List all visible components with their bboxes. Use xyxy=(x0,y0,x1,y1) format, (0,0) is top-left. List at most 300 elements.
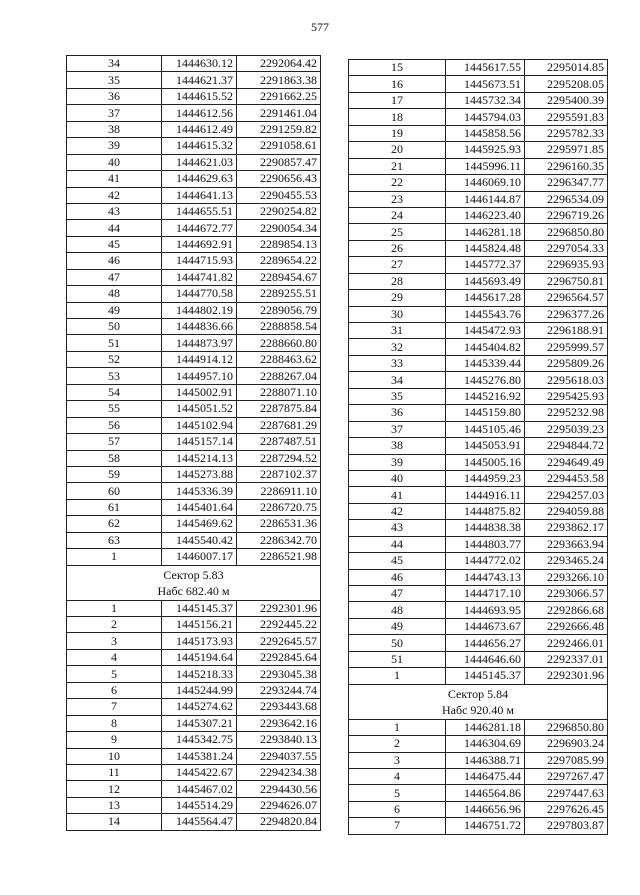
y-coordinate-cell: 2292337.01 xyxy=(525,651,608,667)
x-coordinate-cell: 1444656.27 xyxy=(446,635,525,651)
x-coordinate-cell: 1444741.82 xyxy=(162,269,237,285)
x-coordinate-cell: 1445145.37 xyxy=(446,668,525,684)
y-coordinate-cell: 2294257.03 xyxy=(525,487,608,503)
x-coordinate-cell: 1445996.11 xyxy=(446,158,525,174)
x-coordinate-cell: 1444693.95 xyxy=(446,602,525,618)
point-number-cell: 23 xyxy=(349,191,446,207)
y-coordinate-cell: 2296750.81 xyxy=(525,273,608,289)
point-number-cell: 40 xyxy=(67,154,162,170)
x-coordinate-cell: 1444672.77 xyxy=(162,220,237,236)
table-row xyxy=(67,171,321,187)
y-coordinate-cell: 2296347.77 xyxy=(525,175,608,191)
point-number-cell: 45 xyxy=(67,236,162,252)
table-row xyxy=(349,109,608,125)
y-coordinate-cell: 2296935.93 xyxy=(525,257,608,273)
y-coordinate-cell: 2286720.75 xyxy=(237,499,321,515)
x-coordinate-cell: 1444772.02 xyxy=(446,553,525,569)
y-coordinate-cell: 2295971.85 xyxy=(525,142,608,158)
x-coordinate-cell: 1446388.71 xyxy=(446,752,525,768)
y-coordinate-cell: 2289454.67 xyxy=(237,269,321,285)
point-number-cell: 32 xyxy=(349,339,446,355)
y-coordinate-cell: 2286911.10 xyxy=(237,483,321,499)
y-coordinate-cell: 2293443.68 xyxy=(237,699,321,715)
point-number-cell: 42 xyxy=(67,187,162,203)
point-number-cell: 17 xyxy=(349,92,446,108)
y-coordinate-cell: 2296377.26 xyxy=(525,306,608,322)
y-coordinate-cell: 2287487.51 xyxy=(237,434,321,450)
x-coordinate-cell: 1444641.13 xyxy=(162,187,237,203)
y-coordinate-cell: 2296160.35 xyxy=(525,158,608,174)
y-coordinate-cell: 2293244.74 xyxy=(237,682,321,698)
table-row xyxy=(349,224,608,240)
point-number-cell: 29 xyxy=(349,290,446,306)
x-coordinate-cell: 1444692.91 xyxy=(162,236,237,252)
table-row xyxy=(349,158,608,174)
point-number-cell: 50 xyxy=(349,635,446,651)
x-coordinate-cell: 1444836.66 xyxy=(162,319,237,335)
x-coordinate-cell: 1446069.10 xyxy=(446,175,525,191)
table-row xyxy=(67,797,321,813)
point-number-cell: 1 xyxy=(67,549,162,565)
table-row xyxy=(349,520,608,536)
table-row xyxy=(67,220,321,236)
y-coordinate-cell: 2295425.93 xyxy=(525,388,608,404)
point-number-cell: 42 xyxy=(349,503,446,519)
table-row xyxy=(349,372,608,388)
y-coordinate-cell: 2286531.36 xyxy=(237,516,321,532)
x-coordinate-cell: 1445145.37 xyxy=(162,600,237,616)
y-coordinate-cell: 2289255.51 xyxy=(237,286,321,302)
y-coordinate-cell: 2291662.25 xyxy=(237,88,321,104)
x-coordinate-cell: 1445617.55 xyxy=(446,60,525,76)
table-row xyxy=(67,682,321,698)
x-coordinate-cell: 1445617.28 xyxy=(446,290,525,306)
x-coordinate-cell: 1446144.87 xyxy=(446,191,525,207)
point-number-cell: 36 xyxy=(349,405,446,421)
point-number-cell: 50 xyxy=(67,319,162,335)
y-coordinate-cell: 2294453.58 xyxy=(525,470,608,486)
x-coordinate-cell: 1444802.19 xyxy=(162,302,237,318)
point-number-cell: 12 xyxy=(67,781,162,797)
point-number-cell: 48 xyxy=(349,602,446,618)
x-coordinate-cell: 1445401.64 xyxy=(162,499,237,515)
point-number-cell: 1 xyxy=(67,600,162,616)
sector-header xyxy=(67,565,321,600)
point-number-cell: 33 xyxy=(349,355,446,371)
point-number-cell: 28 xyxy=(349,273,446,289)
y-coordinate-cell: 2286342.70 xyxy=(237,532,321,548)
x-coordinate-cell: 1445002.91 xyxy=(162,384,237,400)
y-coordinate-cell: 2296564.57 xyxy=(525,290,608,306)
x-coordinate-cell: 1446656.96 xyxy=(446,801,525,817)
point-number-cell: 39 xyxy=(349,454,446,470)
coordinates-table-left xyxy=(66,55,321,831)
table-row xyxy=(67,764,321,780)
y-coordinate-cell: 2296850.80 xyxy=(525,224,608,240)
x-coordinate-cell: 1445772.37 xyxy=(446,257,525,273)
y-coordinate-cell: 2293840.13 xyxy=(237,732,321,748)
y-coordinate-cell: 2294820.84 xyxy=(237,814,321,830)
y-coordinate-cell: 2291863.38 xyxy=(237,72,321,88)
table-row xyxy=(67,499,321,515)
table-row xyxy=(349,785,608,801)
y-coordinate-cell: 2294234.38 xyxy=(237,764,321,780)
x-coordinate-cell: 1446475.44 xyxy=(446,768,525,784)
table-row xyxy=(349,503,608,519)
y-coordinate-cell: 2296188.91 xyxy=(525,323,608,339)
table-row xyxy=(67,269,321,285)
table-row xyxy=(67,302,321,318)
x-coordinate-cell: 1445925.93 xyxy=(446,142,525,158)
x-coordinate-cell: 1444621.03 xyxy=(162,154,237,170)
page-number: 577 xyxy=(311,20,329,34)
point-number-cell: 24 xyxy=(349,207,446,223)
y-coordinate-cell: 2294649.49 xyxy=(525,454,608,470)
x-coordinate-cell: 1446304.69 xyxy=(446,736,525,752)
y-coordinate-cell: 2290857.47 xyxy=(237,154,321,170)
table-row xyxy=(349,290,608,306)
point-number-cell: 40 xyxy=(349,470,446,486)
x-coordinate-cell: 1446223.40 xyxy=(446,207,525,223)
y-coordinate-cell: 2292666.48 xyxy=(525,618,608,634)
y-coordinate-cell: 2293465.24 xyxy=(525,553,608,569)
table-row xyxy=(67,286,321,302)
x-coordinate-cell: 1444621.37 xyxy=(162,72,237,88)
y-coordinate-cell: 2292645.57 xyxy=(237,633,321,649)
sector-height: Набс 682.40 м xyxy=(157,583,230,598)
point-number-cell: 59 xyxy=(67,466,162,482)
point-number-cell: 44 xyxy=(349,536,446,552)
y-coordinate-cell: 2295232.98 xyxy=(525,405,608,421)
sector-title: Сектор 5.84 xyxy=(447,686,509,701)
x-coordinate-cell: 1444615.52 xyxy=(162,88,237,104)
table-row xyxy=(67,138,321,154)
point-number-cell: 43 xyxy=(349,520,446,536)
x-coordinate-cell: 1445173.93 xyxy=(162,633,237,649)
x-coordinate-cell: 1444615.32 xyxy=(162,138,237,154)
table-row xyxy=(349,569,608,585)
x-coordinate-cell: 1444673.67 xyxy=(446,618,525,634)
y-coordinate-cell: 2295591.83 xyxy=(525,109,608,125)
table-row xyxy=(67,236,321,252)
point-number-cell: 19 xyxy=(349,125,446,141)
table-row xyxy=(349,752,608,768)
point-number-cell: 34 xyxy=(67,56,162,72)
point-number-cell: 13 xyxy=(67,797,162,813)
y-coordinate-cell: 2293663.94 xyxy=(525,536,608,552)
table-row xyxy=(67,105,321,121)
y-coordinate-cell: 2287875.84 xyxy=(237,401,321,417)
x-coordinate-cell: 1445381.24 xyxy=(162,748,237,764)
x-coordinate-cell: 1445053.91 xyxy=(446,438,525,454)
x-coordinate-cell: 1445194.64 xyxy=(162,649,237,665)
y-coordinate-cell: 2292466.01 xyxy=(525,635,608,651)
y-coordinate-cell: 2291461.04 xyxy=(237,105,321,121)
y-coordinate-cell: 2288463.62 xyxy=(237,351,321,367)
y-coordinate-cell: 2290054.34 xyxy=(237,220,321,236)
y-coordinate-cell: 2297626.45 xyxy=(525,801,608,817)
x-coordinate-cell: 1445422.67 xyxy=(162,764,237,780)
x-coordinate-cell: 1445342.75 xyxy=(162,732,237,748)
table-row xyxy=(67,417,321,433)
y-coordinate-cell: 2295782.33 xyxy=(525,125,608,141)
x-coordinate-cell: 1445467.02 xyxy=(162,781,237,797)
y-coordinate-cell: 2295618.03 xyxy=(525,372,608,388)
table-row xyxy=(67,121,321,137)
point-number-cell: 48 xyxy=(67,286,162,302)
sector-header-row xyxy=(349,684,608,719)
point-number-cell: 2 xyxy=(67,617,162,633)
point-number-cell: 1 xyxy=(349,668,446,684)
x-coordinate-cell: 1445824.48 xyxy=(446,240,525,256)
x-coordinate-cell: 1445339.44 xyxy=(446,355,525,371)
table-row xyxy=(67,187,321,203)
x-coordinate-cell: 1444875.82 xyxy=(446,503,525,519)
y-coordinate-cell: 2293862.17 xyxy=(525,520,608,536)
table-row xyxy=(349,635,608,651)
x-coordinate-cell: 1444914.12 xyxy=(162,351,237,367)
table-row xyxy=(349,60,608,76)
point-number-cell: 4 xyxy=(67,649,162,665)
point-number-cell: 7 xyxy=(67,699,162,715)
y-coordinate-cell: 2295039.23 xyxy=(525,421,608,437)
y-coordinate-cell: 2291058.61 xyxy=(237,138,321,154)
table-row xyxy=(349,125,608,141)
x-coordinate-cell: 1444717.10 xyxy=(446,586,525,602)
y-coordinate-cell: 2293642.16 xyxy=(237,715,321,731)
point-number-cell: 38 xyxy=(349,438,446,454)
sector-header xyxy=(349,684,608,719)
table-row xyxy=(67,319,321,335)
point-number-cell: 56 xyxy=(67,417,162,433)
point-number-cell: 51 xyxy=(349,651,446,667)
point-number-cell: 43 xyxy=(67,203,162,219)
y-coordinate-cell: 2294844.72 xyxy=(525,438,608,454)
table-row xyxy=(349,668,608,684)
table-row xyxy=(67,72,321,88)
x-coordinate-cell: 1445469.62 xyxy=(162,516,237,532)
x-coordinate-cell: 1444630.12 xyxy=(162,56,237,72)
point-number-cell: 4 xyxy=(349,768,446,784)
x-coordinate-cell: 1445514.29 xyxy=(162,797,237,813)
y-coordinate-cell: 2292845.64 xyxy=(237,649,321,665)
point-number-cell: 6 xyxy=(67,682,162,698)
table-row xyxy=(349,405,608,421)
y-coordinate-cell: 2292445.22 xyxy=(237,617,321,633)
table-row xyxy=(349,438,608,454)
x-coordinate-cell: 1445159.80 xyxy=(446,405,525,421)
x-coordinate-cell: 1445244.99 xyxy=(162,682,237,698)
point-number-cell: 15 xyxy=(349,60,446,76)
point-number-cell: 58 xyxy=(67,450,162,466)
x-coordinate-cell: 1445276.80 xyxy=(446,372,525,388)
x-coordinate-cell: 1445218.33 xyxy=(162,666,237,682)
point-number-cell: 2 xyxy=(349,736,446,752)
y-coordinate-cell: 2290254.82 xyxy=(237,203,321,219)
point-number-cell: 57 xyxy=(67,434,162,450)
x-coordinate-cell: 1444957.10 xyxy=(162,368,237,384)
x-coordinate-cell: 1446751.72 xyxy=(446,818,525,834)
y-coordinate-cell: 2290455.53 xyxy=(237,187,321,203)
table-row xyxy=(349,339,608,355)
table-row xyxy=(349,240,608,256)
y-coordinate-cell: 2295208.05 xyxy=(525,76,608,92)
table-row xyxy=(349,355,608,371)
table-row xyxy=(349,191,608,207)
point-number-cell: 11 xyxy=(67,764,162,780)
table-row xyxy=(349,553,608,569)
point-number-cell: 26 xyxy=(349,240,446,256)
y-coordinate-cell: 2287681.29 xyxy=(237,417,321,433)
point-number-cell: 63 xyxy=(67,532,162,548)
y-coordinate-cell: 2296903.24 xyxy=(525,736,608,752)
point-number-cell: 35 xyxy=(67,72,162,88)
x-coordinate-cell: 1445673.51 xyxy=(446,76,525,92)
x-coordinate-cell: 1444715.93 xyxy=(162,253,237,269)
point-number-cell: 60 xyxy=(67,483,162,499)
y-coordinate-cell: 2294037.55 xyxy=(237,748,321,764)
x-coordinate-cell: 1445157.14 xyxy=(162,434,237,450)
point-number-cell: 47 xyxy=(67,269,162,285)
table-row xyxy=(67,466,321,482)
x-coordinate-cell: 1444646.60 xyxy=(446,651,525,667)
point-number-cell: 46 xyxy=(67,253,162,269)
table-row xyxy=(67,549,321,565)
y-coordinate-cell: 2288660.80 xyxy=(237,335,321,351)
point-number-cell: 49 xyxy=(349,618,446,634)
point-number-cell: 41 xyxy=(67,171,162,187)
sector-title: Сектор 5.83 xyxy=(163,567,224,582)
y-coordinate-cell: 2295014.85 xyxy=(525,60,608,76)
table-row xyxy=(349,142,608,158)
table-row xyxy=(349,801,608,817)
point-number-cell: 21 xyxy=(349,158,446,174)
table-row xyxy=(349,536,608,552)
table-row xyxy=(349,273,608,289)
point-number-cell: 16 xyxy=(349,76,446,92)
point-number-cell: 25 xyxy=(349,224,446,240)
table-row xyxy=(349,719,608,735)
table-row xyxy=(67,600,321,616)
table-row xyxy=(349,736,608,752)
point-number-cell: 46 xyxy=(349,569,446,585)
point-number-cell: 44 xyxy=(67,220,162,236)
y-coordinate-cell: 2292064.42 xyxy=(237,56,321,72)
point-number-cell: 6 xyxy=(349,801,446,817)
point-number-cell: 1 xyxy=(349,719,446,735)
point-number-cell: 8 xyxy=(67,715,162,731)
x-coordinate-cell: 1446007.17 xyxy=(162,549,237,565)
x-coordinate-cell: 1445214.13 xyxy=(162,450,237,466)
y-coordinate-cell: 2297267.47 xyxy=(525,768,608,784)
y-coordinate-cell: 2295999.57 xyxy=(525,339,608,355)
y-coordinate-cell: 2287294.52 xyxy=(237,450,321,466)
x-coordinate-cell: 1444838.38 xyxy=(446,520,525,536)
table-row xyxy=(67,715,321,731)
table-row xyxy=(349,768,608,784)
y-coordinate-cell: 2291259.82 xyxy=(237,121,321,137)
coordinates-table-right xyxy=(348,59,608,835)
table-row xyxy=(349,618,608,634)
point-number-cell: 55 xyxy=(67,401,162,417)
table-row xyxy=(67,434,321,450)
table-row xyxy=(67,666,321,682)
point-number-cell: 22 xyxy=(349,175,446,191)
point-number-cell: 3 xyxy=(349,752,446,768)
table-row xyxy=(67,748,321,764)
point-number-cell: 30 xyxy=(349,306,446,322)
point-number-cell: 61 xyxy=(67,499,162,515)
x-coordinate-cell: 1445472.93 xyxy=(446,323,525,339)
table-row xyxy=(67,516,321,532)
x-coordinate-cell: 1445540.42 xyxy=(162,532,237,548)
y-coordinate-cell: 2289854.13 xyxy=(237,236,321,252)
x-coordinate-cell: 1446281.18 xyxy=(446,224,525,240)
x-coordinate-cell: 1445216.92 xyxy=(446,388,525,404)
point-number-cell: 7 xyxy=(349,818,446,834)
table-row xyxy=(349,76,608,92)
y-coordinate-cell: 2288071.10 xyxy=(237,384,321,400)
table-row xyxy=(349,470,608,486)
x-coordinate-cell: 1445105.46 xyxy=(446,421,525,437)
table-row xyxy=(67,368,321,384)
x-coordinate-cell: 1444629.63 xyxy=(162,171,237,187)
x-coordinate-cell: 1444959.23 xyxy=(446,470,525,486)
y-coordinate-cell: 2293045.38 xyxy=(237,666,321,682)
table-row xyxy=(349,257,608,273)
table-row xyxy=(349,306,608,322)
table-row xyxy=(67,483,321,499)
x-coordinate-cell: 1444612.49 xyxy=(162,121,237,137)
table-row xyxy=(67,88,321,104)
x-coordinate-cell: 1445543.76 xyxy=(446,306,525,322)
point-number-cell: 37 xyxy=(67,105,162,121)
point-number-cell: 41 xyxy=(349,487,446,503)
point-number-cell: 36 xyxy=(67,88,162,104)
table-row xyxy=(349,388,608,404)
x-coordinate-cell: 1445858.56 xyxy=(446,125,525,141)
table-row xyxy=(67,56,321,72)
point-number-cell: 3 xyxy=(67,633,162,649)
point-number-cell: 5 xyxy=(67,666,162,682)
x-coordinate-cell: 1445404.82 xyxy=(446,339,525,355)
table-row xyxy=(67,253,321,269)
x-coordinate-cell: 1445794.03 xyxy=(446,109,525,125)
y-coordinate-cell: 2297803.87 xyxy=(525,818,608,834)
point-number-cell: 54 xyxy=(67,384,162,400)
y-coordinate-cell: 2289056.79 xyxy=(237,302,321,318)
x-coordinate-cell: 1446281.18 xyxy=(446,719,525,735)
y-coordinate-cell: 2297054.33 xyxy=(525,240,608,256)
x-coordinate-cell: 1445051.52 xyxy=(162,401,237,417)
table-row xyxy=(67,699,321,715)
y-coordinate-cell: 2294430.56 xyxy=(237,781,321,797)
point-number-cell: 39 xyxy=(67,138,162,154)
y-coordinate-cell: 2290656.43 xyxy=(237,171,321,187)
y-coordinate-cell: 2288858.54 xyxy=(237,319,321,335)
table-row xyxy=(67,649,321,665)
y-coordinate-cell: 2293266.10 xyxy=(525,569,608,585)
y-coordinate-cell: 2295400.39 xyxy=(525,92,608,108)
point-number-cell: 18 xyxy=(349,109,446,125)
sector-header-row xyxy=(67,565,321,600)
point-number-cell: 34 xyxy=(349,372,446,388)
x-coordinate-cell: 1445732.34 xyxy=(446,92,525,108)
x-coordinate-cell: 1445336.39 xyxy=(162,483,237,499)
point-number-cell: 49 xyxy=(67,302,162,318)
y-coordinate-cell: 2296719.26 xyxy=(525,207,608,223)
y-coordinate-cell: 2289654.22 xyxy=(237,253,321,269)
